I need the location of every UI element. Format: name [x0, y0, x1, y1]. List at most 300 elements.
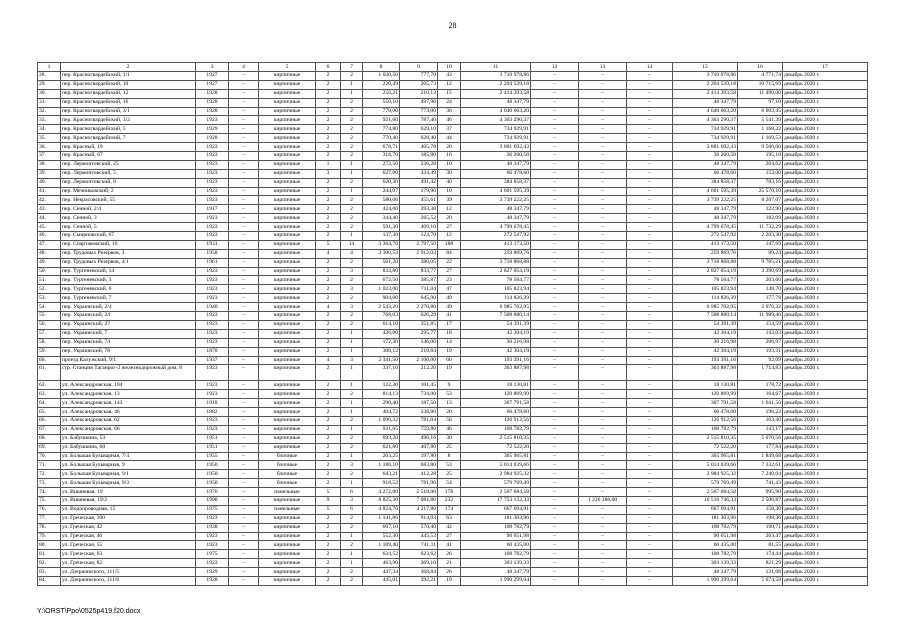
table-cell: 39 — [438, 196, 461, 205]
table-cell: 2 — [341, 568, 363, 577]
table-cell: – — [229, 285, 259, 294]
table-cell: 57. — [38, 329, 61, 338]
table-cell: – — [627, 276, 673, 285]
table-cell: – — [627, 249, 673, 258]
table-cell: 3 881 692,43 — [461, 143, 531, 152]
table-cell: декабрь 2020 г. — [783, 285, 868, 294]
table-cell: 1940 — [196, 303, 229, 312]
header-cell: 7 — [341, 63, 363, 72]
table-cell: 437,34 — [363, 568, 400, 577]
table-cell: – — [531, 470, 579, 479]
table-cell: 1 — [341, 408, 363, 417]
table-cell: – — [229, 240, 259, 249]
table-cell: – — [531, 214, 579, 223]
table-cell: – — [531, 514, 579, 523]
table-cell: 1 — [341, 169, 363, 178]
table-cell: – — [229, 125, 259, 134]
table-cell: 1 023,00 — [363, 285, 400, 294]
table-cell: 47 — [438, 285, 461, 294]
table-cell: 1923 — [196, 169, 229, 178]
table-cell: 54. — [38, 303, 61, 312]
table-cell: пер. Смирновский, 67 — [61, 232, 196, 241]
table-cell: – — [229, 365, 259, 381]
table-cell: 1 849,68 — [738, 452, 783, 461]
table-cell: 76. — [38, 505, 61, 514]
table-cell: 2 — [341, 443, 363, 452]
table-cell: пер. Украинский, 27 — [61, 320, 196, 329]
table-cell: 2 270,80 — [400, 303, 438, 312]
table-cell: 2 — [316, 72, 341, 81]
table-cell: 3 739 222,25 — [673, 196, 738, 205]
table-cell: – — [579, 312, 627, 321]
table-cell: декабрь 2020 г. — [783, 196, 868, 205]
header-cell: 16 — [738, 63, 783, 72]
table-cell: – — [229, 523, 259, 532]
table-cell: декабрь 2020 г. — [783, 470, 868, 479]
table-cell: – — [531, 550, 579, 559]
table-cell: 384 858,37 — [673, 178, 738, 187]
table-cell: 48 347,79 — [461, 214, 531, 223]
table-cell: – — [627, 125, 673, 134]
table-cell: 43. — [38, 205, 61, 214]
table-cell: 2 — [316, 390, 341, 399]
table-cell: декабрь 2020 г. — [783, 98, 868, 107]
table-cell: 49 — [438, 294, 461, 303]
table-cell: 2 — [316, 125, 341, 134]
table-cell: 190,71 — [738, 523, 783, 532]
table-cell: 66 478,60 — [461, 408, 531, 417]
table-cell: 2 — [316, 559, 341, 568]
table-cell: декабрь 2020 г. — [783, 249, 868, 258]
table-cell: 6 — [341, 505, 363, 514]
table-cell: 2 — [316, 461, 341, 470]
table-cell: – — [531, 523, 579, 532]
table-cell: 591,30 — [363, 223, 400, 232]
table-cell: 97,10 — [738, 98, 783, 107]
table-cell: 83. — [38, 568, 61, 577]
table-cell: пер. Тургеневский, 14 — [61, 267, 196, 276]
table-cell: 1929 — [196, 125, 229, 134]
table-cell: декабрь 2020 г. — [783, 523, 868, 532]
table-cell: – — [531, 479, 579, 488]
table-cell: 734 929,91 — [461, 125, 531, 134]
table-cell: 137,30 — [363, 232, 400, 241]
table-cell: – — [531, 187, 579, 196]
table-cell: пер. Красногвардейский, 12 — [61, 89, 196, 98]
table-cell: 46. — [38, 232, 61, 241]
table-cell: 61. — [38, 365, 61, 381]
table-cell: 7 508 880,14 — [673, 312, 738, 321]
table-cell: 463,90 — [363, 559, 400, 568]
table-cell: кирпичные — [259, 514, 316, 523]
table-cell: 295,77 — [400, 329, 438, 338]
table-cell: – — [579, 276, 627, 285]
table-cell: 27 — [438, 267, 461, 276]
table-cell: 1 — [341, 89, 363, 98]
table-cell: 11 732,29 — [738, 223, 783, 232]
table-cell: 48 347,79 — [673, 214, 738, 223]
table-cell: 787,40 — [400, 116, 438, 125]
table-cell: 195,16 — [738, 152, 783, 161]
table-cell: 37 — [438, 125, 461, 134]
table-cell: кирпичные — [259, 408, 316, 417]
header-cell: 17 — [783, 63, 868, 72]
table-cell: – — [229, 434, 259, 443]
table-cell: 2 — [316, 532, 341, 541]
table-cell: 206,97 — [738, 338, 783, 347]
table-cell: 12 — [438, 80, 461, 89]
table-cell: пер. Красногвардейский, 3/2 — [61, 116, 196, 125]
table-cell: 777,70 — [400, 72, 438, 81]
table-cell: 1 180,10 — [363, 461, 400, 470]
table-cell: – — [531, 356, 579, 365]
table-cell: – — [627, 89, 673, 98]
table-cell: 13 — [438, 399, 461, 408]
table-cell: – — [579, 249, 627, 258]
table-cell: пер. Тургеневский, 3 — [61, 276, 196, 285]
table-cell: – — [531, 178, 579, 187]
table-cell: пер. Красный, 19 — [61, 143, 196, 152]
table-cell: – — [229, 408, 259, 417]
table-cell: 36 260,58 — [673, 152, 738, 161]
table-cell: 2 — [341, 107, 363, 116]
table-cell: 1917 — [196, 205, 229, 214]
table-cell: – — [229, 514, 259, 523]
table-cell: декабрь 2020 г. — [783, 479, 868, 488]
table-cell: – — [531, 294, 579, 303]
table-cell: – — [627, 312, 673, 321]
table-cell: кирпичные — [259, 187, 316, 196]
table-row — [38, 276, 868, 285]
table-cell: 108 782,79 — [461, 425, 531, 434]
table-cell: ул. Большая Бульварная, 9/1 — [61, 470, 196, 479]
table-cell: 1923 — [196, 365, 229, 381]
header-cell: 1 — [38, 63, 61, 72]
table-row — [38, 152, 868, 161]
table-cell: 126 912,56 — [673, 416, 738, 425]
table-cell: 5 — [316, 488, 341, 497]
table-cell: 491,42 — [400, 178, 438, 187]
table-cell: кирпичные — [259, 249, 316, 258]
table-cell: 4 601 595,39 — [673, 187, 738, 196]
table-cell: 203,25 — [363, 452, 400, 461]
table-row — [38, 568, 868, 577]
table-cell: декабрь 2020 г. — [783, 425, 868, 434]
table-cell: 16 516 746,33 — [673, 496, 738, 505]
table-cell: 1923 — [196, 294, 229, 303]
table-cell: – — [229, 347, 259, 356]
table-cell: 2 — [341, 98, 363, 107]
table-cell: 643,21 — [363, 470, 400, 479]
table-cell: 78 564,77 — [461, 276, 531, 285]
table-cell: ул. Бабушкина, 60 — [61, 443, 196, 452]
table-cell: – — [531, 152, 579, 161]
table-cell: 614,10 — [363, 320, 400, 329]
table-cell: 79. — [38, 532, 61, 541]
table-cell: – — [229, 267, 259, 276]
header-cell: 11 — [461, 63, 531, 72]
table-cell: 18 — [438, 329, 461, 338]
table-cell: – — [229, 134, 259, 143]
table-cell: 1931 — [196, 240, 229, 249]
table-cell: ул. Греческая, 46 — [61, 532, 196, 541]
table-cell: 20 — [438, 214, 461, 223]
table-cell: 67. — [38, 425, 61, 434]
table-cell: 1923 — [196, 320, 229, 329]
table-cell: 6 985 702,95 — [461, 303, 531, 312]
table-cell: 3 — [316, 169, 341, 178]
table-cell: 30 216,98 — [673, 338, 738, 347]
table-cell: – — [579, 303, 627, 312]
table-cell: кирпичные — [259, 312, 316, 321]
table-cell: 1927 — [196, 72, 229, 81]
table-cell: – — [579, 408, 627, 417]
table-row — [38, 365, 868, 381]
table-cell: 22 — [438, 258, 461, 267]
table-cell: – — [579, 187, 627, 196]
table-cell: 50. — [38, 267, 61, 276]
table-cell: – — [229, 541, 259, 550]
table-cell: 1 — [316, 160, 341, 169]
table-cell: – — [531, 232, 579, 241]
table-cell: – — [531, 559, 579, 568]
table-cell: 2 — [316, 134, 341, 143]
table-cell: 36 — [438, 107, 461, 116]
table-cell: – — [579, 214, 627, 223]
table-cell: кирпичные — [259, 303, 316, 312]
table-cell: 26 — [438, 550, 461, 559]
table-cell: – — [627, 365, 673, 381]
table-cell: – — [627, 399, 673, 408]
table-cell: 105 823,94 — [461, 285, 531, 294]
table-cell: – — [627, 267, 673, 276]
header-cell: 10 — [438, 63, 461, 72]
table-cell: 21 — [438, 559, 461, 568]
table-cell: ул. Большая Бульварная, 9/3 — [61, 479, 196, 488]
table-cell: декабрь 2020 г. — [783, 214, 868, 223]
table-cell: – — [229, 276, 259, 285]
table-row — [38, 559, 868, 568]
table-cell: 413 173,50 — [673, 240, 738, 249]
table-cell: 2 — [341, 470, 363, 479]
table-cell: 193 391,16 — [673, 356, 738, 365]
table-row — [38, 160, 868, 169]
table-cell: пер. Красногвардейский, 5 — [61, 125, 196, 134]
table-cell: 181 303,96 — [673, 514, 738, 523]
table-cell: – — [579, 514, 627, 523]
table-cell: – — [531, 541, 579, 550]
table-cell: 783,16 — [738, 178, 783, 187]
table-cell: 5 541,39 — [738, 116, 783, 125]
table-cell: 496,16 — [400, 434, 438, 443]
table-cell: пер. Сенной, 5 — [61, 223, 196, 232]
table-cell: пер. Мечниковский, 2 — [61, 187, 196, 196]
table-cell: 23 — [438, 276, 461, 285]
table-cell: кирпичные — [259, 267, 316, 276]
table-cell: 814,13 — [363, 390, 400, 399]
table-cell: 1 — [341, 381, 363, 390]
table-cell: кирпичные — [259, 80, 316, 89]
table-cell: – — [229, 249, 259, 258]
table-cell: 833,77 — [400, 267, 438, 276]
table-cell: 1 714,83 — [738, 365, 783, 381]
table-cell: – — [627, 452, 673, 461]
table-cell: 2 — [341, 390, 363, 399]
table-cell: 1 168,22 — [738, 125, 783, 134]
table-cell: 3 718 868,88 — [461, 258, 531, 267]
table-cell: 212,20 — [400, 365, 438, 381]
table-cell: кирпичные — [259, 116, 316, 125]
table-cell: 178,72 — [738, 381, 783, 390]
table-cell: – — [579, 541, 627, 550]
table-cell: ул. Александровская, 66 — [61, 425, 196, 434]
table-cell: декабрь 2020 г. — [783, 532, 868, 541]
table-cell: – — [627, 381, 673, 390]
table-cell: 2 — [316, 425, 341, 434]
table-cell: 19 — [438, 347, 461, 356]
table-cell: 626,29 — [400, 312, 438, 321]
table-cell: 60 — [438, 356, 461, 365]
table-cell: 1923 — [196, 532, 229, 541]
table-cell: 55. — [38, 312, 61, 321]
table-cell: пер. Трудовых Резервов, 3 — [61, 249, 196, 258]
table-cell: 2 — [316, 98, 341, 107]
table-cell: – — [531, 303, 579, 312]
table-cell: пер. Спартаковский, 16 — [61, 240, 196, 249]
table-cell: 369,10 — [400, 559, 438, 568]
table-cell: 41. — [38, 187, 61, 196]
table-cell: – — [229, 187, 259, 196]
table-cell: кирпичные — [259, 390, 316, 399]
table-cell: 1928 — [196, 576, 229, 585]
table-cell: 2 — [316, 143, 341, 152]
table-cell: 833,80 — [363, 267, 400, 276]
table-cell: декабрь 2020 г. — [783, 452, 868, 461]
table-cell: 84. — [38, 576, 61, 585]
table-cell: – — [229, 390, 259, 399]
table-cell: пер. Украинский, 78 — [61, 347, 196, 356]
table-cell: 42 304,19 — [673, 329, 738, 338]
table-cell: 4 — [341, 249, 363, 258]
table-cell: – — [627, 541, 673, 550]
table-header-row — [38, 63, 868, 72]
table-cell: 2 — [341, 258, 363, 267]
table-cell: 30 — [438, 434, 461, 443]
table-cell: кирпичные — [259, 258, 316, 267]
table-cell: 497,90 — [400, 98, 438, 107]
table-cell: декабрь 2020 г. — [783, 338, 868, 347]
table-cell: ул. Вишневая, 19 — [61, 488, 196, 497]
footer-file-path: Y:\ORST\Ppo\0525p419.f20.docx — [37, 608, 141, 615]
table-cell: – — [627, 240, 673, 249]
table-cell: кирпичные — [259, 143, 316, 152]
table-cell: 44 — [438, 134, 461, 143]
table-cell: 35. — [38, 134, 61, 143]
table-cell: 2 203,30 — [738, 232, 783, 241]
table-cell: 71. — [38, 461, 61, 470]
table-row — [38, 169, 868, 178]
table-cell: 2 — [316, 416, 341, 425]
table-cell: декабрь 2020 г. — [783, 461, 868, 470]
table-cell: – — [579, 205, 627, 214]
table-cell: – — [627, 205, 673, 214]
table-cell: 1923 — [196, 116, 229, 125]
table-row — [38, 303, 868, 312]
table-cell: 4 363 290,37 — [673, 116, 738, 125]
table-cell: ул. Греческая, 100 — [61, 514, 196, 523]
table-cell: 66 478,60 — [673, 169, 738, 178]
table-cell: 60. — [38, 356, 61, 365]
table-cell: 185,80 — [400, 152, 438, 161]
table-cell: 1923 — [196, 381, 229, 390]
table-cell: – — [229, 169, 259, 178]
header-cell: 13 — [579, 63, 627, 72]
table-cell: – — [229, 72, 259, 81]
table-cell: – — [579, 240, 627, 249]
table-cell: 365 965,81 — [461, 452, 531, 461]
table-cell: 1923 — [196, 196, 229, 205]
table-cell: 60 435,00 — [461, 541, 531, 550]
table-cell: 244,07 — [363, 187, 400, 196]
table-cell: 4 824,70 — [363, 505, 400, 514]
table-cell: – — [627, 347, 673, 356]
table-cell: 628,40 — [400, 134, 438, 143]
table-cell: – — [579, 329, 627, 338]
table-cell: 198,36 — [738, 514, 783, 523]
table-cell: 2 — [316, 470, 341, 479]
table-cell: кирпичные — [259, 125, 316, 134]
table-cell: 203,60 — [738, 276, 783, 285]
table-cell: – — [579, 365, 627, 381]
table-cell: декабрь 2020 г. — [783, 160, 868, 169]
table-cell: – — [229, 470, 259, 479]
table-cell: – — [579, 523, 627, 532]
table-row — [38, 134, 868, 143]
table-cell: 768,03 — [363, 312, 400, 321]
table-cell: 734 929,91 — [673, 134, 738, 143]
table-cell: 3 710 978,86 — [673, 72, 738, 81]
table-cell: пер. Красногвардейский, 16 — [61, 98, 196, 107]
table-cell: 9 566,00 — [738, 143, 783, 152]
table-cell: пер. Украинский, 7 — [61, 329, 196, 338]
table-row — [38, 267, 868, 276]
table-cell: – — [579, 267, 627, 276]
table-cell: 3 — [341, 496, 363, 505]
table-cell: 143,17 — [738, 425, 783, 434]
table-cell: 683,80 — [400, 461, 438, 470]
table-row — [38, 125, 868, 134]
table-cell: кирпичные — [259, 223, 316, 232]
table-row — [38, 452, 868, 461]
table-cell: 265,52 — [400, 214, 438, 223]
table-cell: 407,80 — [400, 443, 438, 452]
table-cell: 2 — [316, 365, 341, 381]
table-cell: 1918 — [196, 399, 229, 408]
table-cell: 303 139,33 — [673, 559, 738, 568]
table-cell: – — [229, 559, 259, 568]
table-cell: 148,70 — [738, 285, 783, 294]
table-cell: 39. — [38, 169, 61, 178]
table-cell: – — [229, 443, 259, 452]
table-cell: декабрь 2020 г. — [783, 116, 868, 125]
table-cell: 1882 — [196, 408, 229, 417]
table-row — [38, 249, 868, 258]
table-cell: 2 — [316, 89, 341, 98]
table-cell: – — [627, 320, 673, 329]
table-cell: – — [229, 214, 259, 223]
table-cell: 33. — [38, 116, 61, 125]
table-cell: – — [627, 72, 673, 81]
